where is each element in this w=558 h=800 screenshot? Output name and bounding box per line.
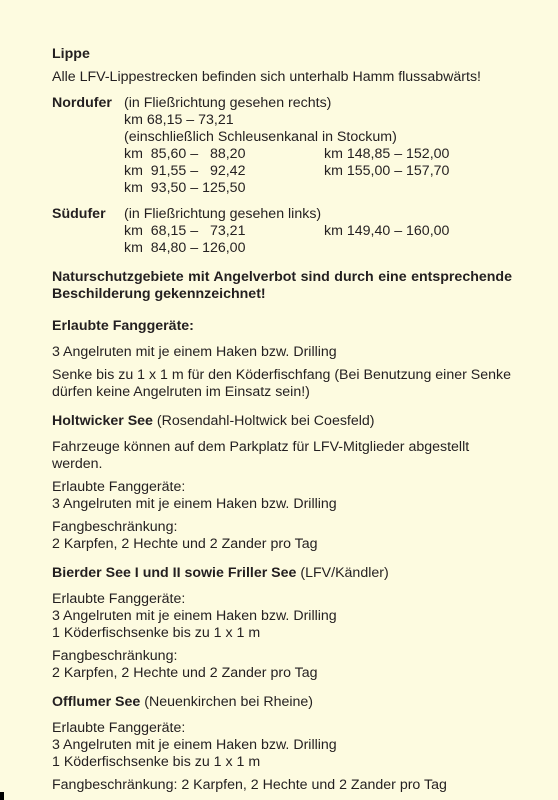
holtwick-location: (Rosendahl-Holtwick bei Coesfeld) (156, 413, 375, 429)
holtwick-name: Holtwicker See (52, 413, 153, 429)
bierder-name: Bierder See I und II sowie Friller See (52, 565, 297, 581)
offlumer-senke: 1 Köderfischsenke bis zu 1 x 1 m (52, 754, 261, 770)
suedufer-block (52, 206, 512, 223)
bierder-heading (52, 565, 512, 582)
fanggeraete-title: Erlaubte Fanggeräte: (52, 318, 194, 334)
holtwick-heading (52, 413, 512, 430)
bierder-location: (LFV/Kändler) (300, 565, 389, 581)
km-row (124, 146, 512, 163)
scan-edge-mark (0, 792, 4, 800)
offlumer-name: Offlumer See (52, 694, 141, 710)
km-row (124, 180, 512, 197)
suedufer-km-list (124, 223, 512, 257)
nordufer-block (52, 95, 512, 112)
suedufer-desc: (in Fließrichtung gesehen links) (124, 206, 322, 222)
km-range: km 84,80 – 126,00 (124, 240, 246, 256)
nordufer-line: km 68,15 – 73,21 (124, 112, 234, 128)
fanggeraete-line: 3 Angelruten mit je einem Haken bzw. Drilling (52, 344, 337, 360)
nordufer-km-list (124, 112, 512, 197)
suedufer-body (124, 206, 512, 223)
km-range: km 91,55 – 92,42 (124, 163, 246, 179)
naturschutz-notice: Naturschutzgebiete mit Angelverbot sind durch eine entsprechende Beschilderung gekennzeichnet! (52, 269, 512, 302)
offlumer-heading (52, 694, 512, 711)
offlumer-location: (Neuenkirchen bei Rheine) (144, 694, 314, 710)
offlumer-geraete-label: Erlaubte Fanggeräte: (52, 720, 186, 736)
bierder-geraete-label: Erlaubte Fanggeräte: (52, 591, 186, 607)
section-title-lippe: Lippe (52, 46, 90, 62)
km-range: km 68,15 – 73,21 (124, 223, 246, 239)
km-row (124, 240, 512, 257)
bierder-beschr-label: Fangbeschränkung: (52, 648, 178, 664)
km-range: km 155,00 – 157,70 (324, 163, 450, 179)
nordufer-line: (einschließlich Schleusenkanal in Stockum) (124, 129, 397, 145)
km-range: km 149,40 – 160,00 (324, 223, 450, 239)
holtwick-geraete: 3 Angelruten mit je einem Haken bzw. Drilling (52, 496, 337, 512)
nordufer-body (124, 95, 512, 112)
holtwick-geraete-label: Erlaubte Fanggeräte: (52, 479, 186, 495)
document-page (52, 46, 512, 794)
fanggeraete-senke: Senke bis zu 1 x 1 m für den Köderfischfang (Bei Benutzung einer Senke dürfen keine Angelruten im Einsatz sein!) (52, 367, 512, 400)
nordufer-desc: (in Fließrichtung gesehen rechts) (124, 95, 332, 111)
bierder-beschr: 2 Karpfen, 2 Hechte und 2 Zander pro Tag (52, 665, 318, 681)
holtwick-beschr: 2 Karpfen, 2 Hechte und 2 Zander pro Tag (52, 536, 318, 552)
lippe-intro: Alle LFV-Lippestrecken befinden sich unterhalb Hamm flussabwärts! (52, 69, 481, 85)
km-row (124, 223, 512, 240)
km-range: km 85,60 – 88,20 (124, 146, 246, 162)
holtwick-note: Fahrzeuge können auf dem Parkplatz für LFV-Mitglieder abgestellt werden. (52, 439, 470, 472)
offlumer-geraete: 3 Angelruten mit je einem Haken bzw. Drilling (52, 737, 337, 753)
km-range: km 93,50 – 125,50 (124, 180, 246, 196)
bierder-senke: 1 Köderfischsenke bis zu 1 x 1 m (52, 625, 261, 641)
offlumer-beschr: Fangbeschränkung: 2 Karpfen, 2 Hechte und 2 Zander pro Tag (52, 777, 447, 793)
nordufer-label: Nordufer (52, 95, 112, 111)
km-range: km 148,85 – 152,00 (324, 146, 450, 162)
holtwick-beschr-label: Fangbeschränkung: (52, 519, 178, 535)
bierder-geraete: 3 Angelruten mit je einem Haken bzw. Drilling (52, 608, 337, 624)
suedufer-label: Südufer (52, 206, 106, 222)
km-row (124, 163, 512, 180)
